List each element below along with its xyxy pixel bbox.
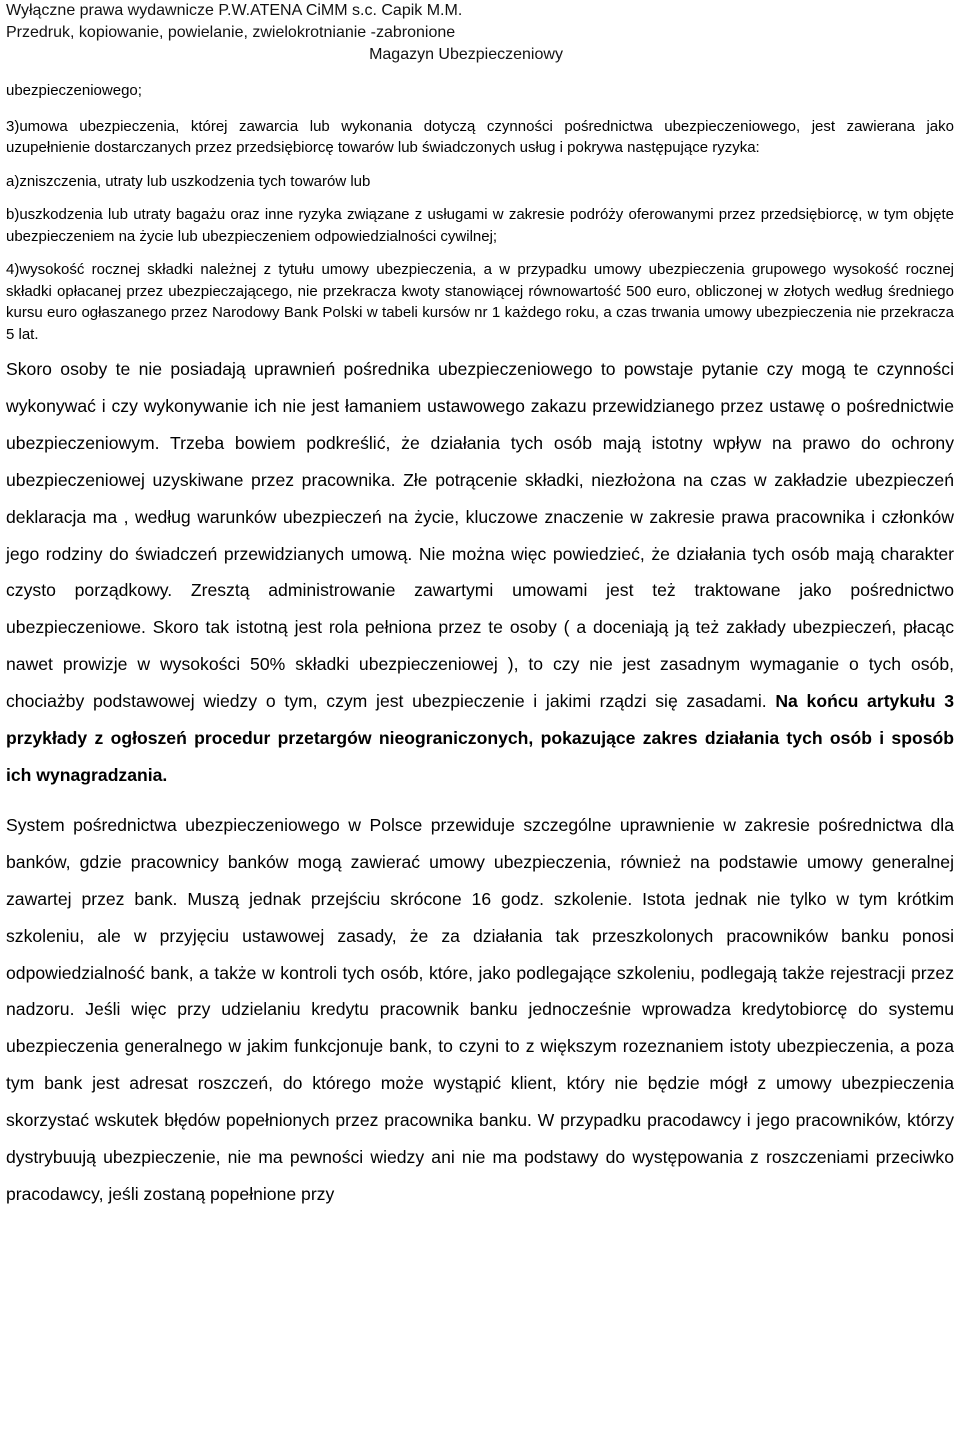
body-paragraph-1 [6, 351, 954, 794]
regulation-excerpt [0, 80, 960, 345]
body-paragraph-1-bold-note: Na końcu artykułu 3 przykłady z ogłoszeń procedur przetargów nieograniczonych, pokazujące zakres działania tych osób i sposób ich wynagradzania. [6, 691, 954, 785]
publisher-header [0, 0, 960, 66]
regulation-item-3a: a)zniszczenia, utraty lub uszkodzenia tych towarów lub [6, 172, 371, 190]
regulation-item-4: 4)wysokość rocznej składki należnej z tytułu umowy ubezpieczenia, a w przypadku umowy ubezpieczenia grupowego wysokość rocznej składki opłacanej przez ubezpieczającego, nie przekracza kwoty stanowiącej równowartość 500 euro, obliczonej w złotych według średniego kursu euro ogłaszanego przez Narodowy Bank Polski w tabeli kursów nr 1 każdego roku, a czas trwania umowy ubezpieczenia nie przekracza 5 lat. [6, 261, 954, 343]
regulation-item-3: 3)umowa ubezpieczenia, której zawarcia lub wykonania dotyczą czynności pośrednictwa ubezpieczeniowego, jest zawierana jako uzupełnienie dostarczanych przez przedsiębiorcę towarów lub świadczonych usług i pokrywa następujące ryzyka: [6, 117, 954, 156]
body-paragraph-2: System pośrednictwa ubezpieczeniowego w Polsce przewiduje szczególne uprawnienie w zakresie pośrednictwa dla banków, gdzie pracownicy banków mogą zawierać umowy ubezpieczenia, również na podstawie umowy generalnej zawartej przez bank. Muszą jednak przejściu skrócone 16 godz. szkolenie. Istota jednak nie tylko w tym krótkim szkoleniu, ale w przyjęciu ustawowej zasady, że za działania tak przeszkolonych pracowników banku ponosi odpowiedzialność bank, a także w kontroli tych osób, które, jako podlegające szkoleniu, podlegają także rejestracji przez nadzoru. Jeśli więc przy udzielaniu kredytu pracownik banku jednocześnie wprowadza kredytobiorcę do systemu ubezpieczenia generalnego w jakim funkcjonuje bank, to czyni to z większym rozeznaniem istoty ubezpieczenia, a poza tym bank jest adresat roszczeń, do którego może wystąpić klient, który nie będzie mógł z umowy ubezpieczenia skorzystać wskutek błędów popełnionych przez pracownika banku. W przypadku pracodawcy i jego pracowników, którzy dystrybuują ubezpieczenie, nie ma pewności wiedzy ani nie ma podstawy do występowania z roszczeniami przeciwko pracodawcy, jeśli zostaną popełnione przy [6, 814, 954, 1204]
magazine-title: Magazyn Ubezpieczeniowy [369, 46, 563, 63]
regulation-item-3b: b)uszkodzenia lub utraty bagażu oraz inne ryzyka związane z usługami w zakresie podróży oferowanymi przez przedsiębiorcę, w tym objęte ubezpieczeniem na życie lub ubezpieczeniem odpowiedzialności cywilnej; [6, 206, 954, 245]
copyright-notice: Wyłączne prawa wydawnicze P.W.ATENA CiMM s.c. Capik M.M. [6, 2, 463, 19]
body-paragraph-1-text: Skoro osoby te nie posiadają uprawnień pośrednika ubezpieczeniowego to powstaje pytanie czy mogą te czynności wykonywać i czy wykonywanie ich nie jest łamaniem ustawowego zakazu przewidzianego przez ustawę o pośrednictwie ubezpieczeniowym. Trzeba bowiem podkreślić, że działania tych osób mają istotny wpływ na prawo do ochrony ubezpieczeniowej uzyskiwane przez pracownika. Złe potrącenie składki, niezłożona na czas w zakładzie ubezpieczeń deklaracja ma , według warunków ubezpieczeń na życie, kluczowe znaczenie w zakresie prawa pracownika i członków jego rodziny do świadczeń przewidzianych umową. Nie można więc powiedzieć, że działania tych osób mają charakter czysto porządkowy. Zresztą administrowanie zawartymi umowami jest też traktowane jako pośrednictwo ubezpieczeniowe. Skoro tak istotną jest rola pełniona przez te osoby ( a doceniają ją też zakłady ubezpieczeń, płacąc nawet prowizje w wysokości 50% składki ubezpieczeniowej ), to czy nie jest zasadnym wymaganie o tych osób, chociażby podstawowej wiedzy o tym, czym jest ubezpieczenie i jakimi rządzi się zasadami. [6, 359, 954, 712]
regulation-continuation: ubezpieczeniowego; [6, 82, 142, 99]
reprint-prohibition: Przedruk, kopiowanie, powielanie, zwielokrotnianie -zabronione [6, 24, 456, 41]
article-body [0, 351, 960, 1213]
